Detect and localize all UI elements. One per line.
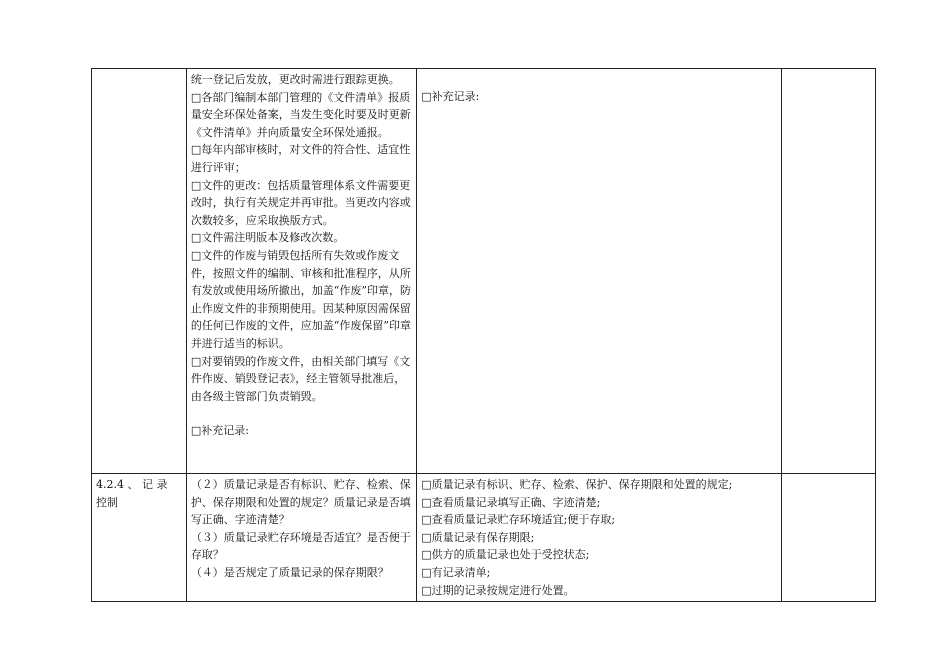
clause-cell <box>92 474 187 602</box>
blank-line <box>191 405 412 422</box>
requirement-paragraph: （３）质量记录贮存环境是否适宜？是否便于存取？ <box>190 530 411 562</box>
record-item: □查看质量记录贮存环境适宜;便于存取; <box>421 513 616 527</box>
supplement-record-label: □补充记录: <box>421 90 480 103</box>
clause-cell <box>92 69 187 474</box>
requirement-paragraph: □每年内部审核时，对文件的符合性、适宜性进行评审； <box>190 143 411 174</box>
record-item: □质量记录有保存期限; <box>421 530 535 544</box>
table-row <box>92 69 876 474</box>
requirements-cell <box>186 474 416 602</box>
record-item: □过期的记录按规定进行处置。 <box>421 583 575 597</box>
table-row <box>92 474 876 602</box>
notes-cell <box>782 474 876 602</box>
blank-line <box>421 71 777 88</box>
records-cell <box>417 474 782 602</box>
record-item: □质量记录有标识、贮存、检索、保护、保存期限和处置的规定; <box>421 478 733 491</box>
record-item: □有记录清单; <box>421 565 491 579</box>
requirement-paragraph: （４）是否规定了质量记录的保存期限？ <box>190 565 389 579</box>
requirement-paragraph: （２）质量记录是否有标识、贮存、检索、保护、保存期限和处置的规定？质量记录是否填写正确、字迹清楚？ <box>190 478 411 527</box>
notes-cell <box>782 69 876 474</box>
record-item: □查看质量记录填写正确、字迹清楚; <box>421 495 601 509</box>
record-item: □供方的质量记录也处于受控状态; <box>421 548 590 562</box>
requirement-paragraph: □文件需注明版本及修改次数。 <box>190 231 345 245</box>
requirement-paragraph: □对要销毁的作废文件，由相关部门填写《文件作废、销毁登记表》，经主管领导批准后，由各级主管部门负责销毁。 <box>190 354 411 403</box>
requirement-paragraph: □文件的更改：包括质量管理体系文件需要更改时，执行有关规定并再审批。当更改内容或次数较多，应采取换版方式。 <box>190 178 411 227</box>
requirement-paragraph: □各部门编制本部门管理的《文件清单》报质量安全环保处备案，当发生变化时要及时更新《文件清单》并向质量安全环保处通报。 <box>190 90 411 139</box>
clause-text: 4.2.4 、 记 录 控制 <box>96 478 171 509</box>
requirements-cell <box>186 69 416 474</box>
audit-checklist-table <box>91 68 876 602</box>
records-cell <box>417 69 782 474</box>
requirement-paragraph: 统一登记后发放，更改时需进行跟踪更换。 <box>190 73 400 86</box>
supplement-record-label: □补充记录: <box>190 424 249 438</box>
requirement-paragraph: □文件的作废与销毁包括所有失效或作废文件，按照文件的编制、审核和批准程序，从所有发放或使用场所撤出，加盖“作废”印章，防止作废文件的非预期使用。因某种原因需保留的任何已作废的文件，应加盖“作废保留”印章并进行适当的标识。 <box>190 248 412 350</box>
